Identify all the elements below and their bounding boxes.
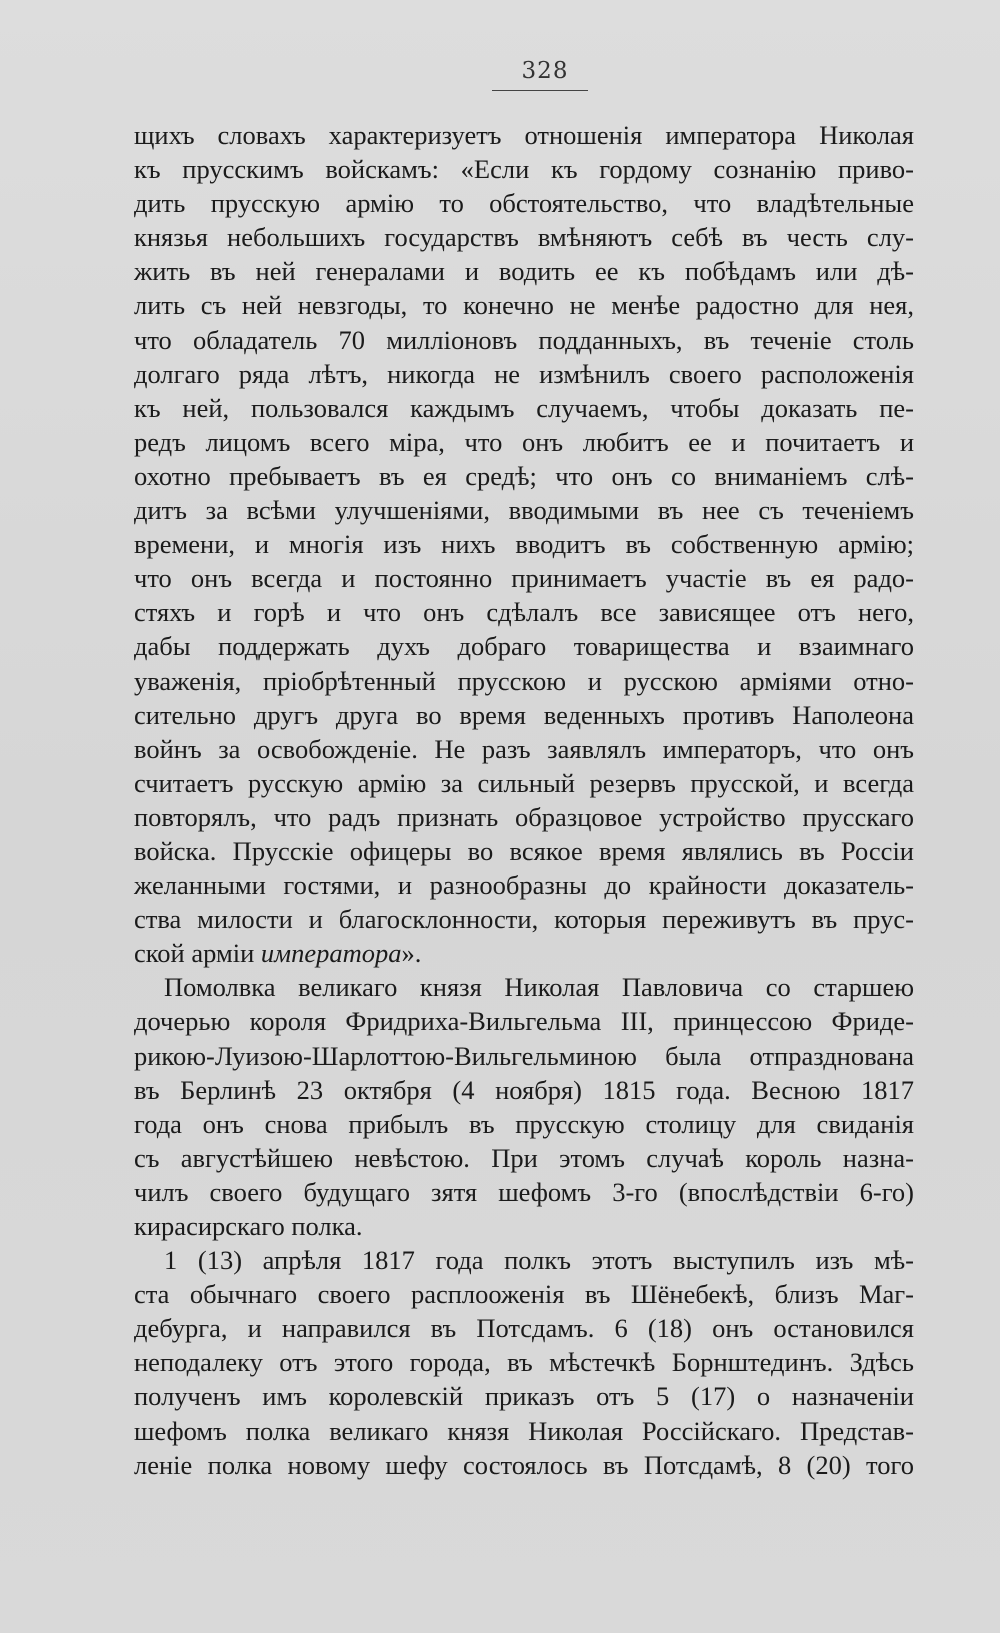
page-number-rule xyxy=(492,90,588,91)
text-plain: ской арміи xyxy=(134,938,261,969)
text-line: дабы поддержать духъ добраго товарищества и взаимнаго xyxy=(134,631,914,662)
text-line: дитъ за всѣми улучшеніями, вводимыми въ нее съ теченіемъ xyxy=(134,495,914,526)
paragraph-2 xyxy=(134,970,914,1243)
text-line: къ ней, пользовался каждымъ случаемъ, чтобы доказать пе- xyxy=(134,392,914,423)
text-line: полученъ имъ королевскій приказъ отъ 5 (17) о назначеніи xyxy=(134,1381,914,1412)
text-line: войнъ за освобожденіе. Не разъ заявлялъ императоръ, что онъ xyxy=(134,733,914,764)
text-line-last: кирасирскаго полка. xyxy=(134,1211,363,1241)
text-line: чилъ своего будущаго зятя шефомъ 3-го (впослѣдствіи 6-го) xyxy=(134,1176,914,1207)
text-line-last xyxy=(134,936,914,970)
text-italic: императора xyxy=(260,938,402,969)
text-line: леніе полка новому шефу состоялось въ Потсдамѣ, 8 (20) того xyxy=(134,1449,914,1480)
text-line: Помолвка великаго князя Николая Павловича со старшею xyxy=(164,972,914,1003)
text-line: повторялъ, что радъ признать образцовое устройство прусскаго xyxy=(134,801,914,832)
text-line: редъ лицомъ всего міра, что онъ любитъ ее и почитаетъ и xyxy=(134,426,914,457)
text-line: долгаго ряда лѣтъ, никогда не измѣнилъ своего расположенія xyxy=(134,358,914,389)
text-line: къ прусскимъ войскамъ: «Если къ гордому сознанію приво- xyxy=(134,154,914,185)
text-line: князья небольшихъ государствъ вмѣняютъ себѣ въ честь слу- xyxy=(134,222,914,253)
body-text xyxy=(134,118,914,1482)
text-line: 1 (13) апрѣля 1817 года полкъ этотъ выступилъ изъ мѣ- xyxy=(164,1245,914,1276)
text-line: щихъ словахъ характеризуетъ отношенія императора Николая xyxy=(134,120,914,150)
text-line: что обладатель 70 милліоновъ подданныхъ, въ теченіе столь xyxy=(134,324,914,355)
text-line: дить прусскую армію то обстоятельство, что владѣтельные xyxy=(134,188,914,219)
paragraph-3 xyxy=(134,1243,914,1482)
text-line: ства милости и благосклонности, которыя переживутъ въ прус- xyxy=(134,904,914,935)
text-line: стяхъ и горѣ и что онъ сдѣлалъ все зависящее отъ него, xyxy=(134,597,914,628)
text-line: уваженія, пріобрѣтенный прусскою и русскою арміями отно- xyxy=(134,665,914,696)
text-line: желанными гостями, и разнообразны до крайности доказатель- xyxy=(134,870,914,901)
text-line: года онъ снова прибылъ въ прусскую столицу для свиданія xyxy=(134,1108,914,1139)
text-line: дебурга, и направился въ Потсдамъ. 6 (18) онъ остановился xyxy=(134,1313,914,1344)
text-plain: ». xyxy=(401,938,422,969)
text-line: охотно пребываетъ въ ея средѣ; что онъ со вниманіемъ слѣ- xyxy=(134,460,914,491)
text-line: сительно другъ друга во время веденныхъ противъ Наполеона xyxy=(134,699,914,730)
text-line: жить въ ней генералами и водить ее къ побѣдамъ или дѣ- xyxy=(134,256,914,287)
page-number: 328 xyxy=(521,58,569,84)
text-line: въ Берлинѣ 23 октября (4 ноября) 1815 года. Весною 1817 xyxy=(134,1074,914,1105)
text-line: лить съ ней невзгоды, то конечно не менѣе радостно для нея, xyxy=(134,290,914,321)
text-line: войска. Прусскіе офицеры во всякое время являлись въ Россіи xyxy=(134,835,914,866)
text-line: что онъ всегда и постоянно принимаетъ участіе въ ея радо- xyxy=(134,563,914,594)
text-line: дочерью короля Фридриха-Вильгельма III, принцессою Фриде- xyxy=(134,1006,914,1037)
paragraph-1 xyxy=(134,118,914,970)
text-line: считаетъ русскую армію за сильный резервъ прусской, и всегда xyxy=(134,767,914,798)
text-line: ста обычнаго своего расплооженія въ Шёнебекѣ, близъ Маг- xyxy=(134,1279,914,1310)
text-line: шефомъ полка великаго князя Николая Россійскаго. Представ- xyxy=(134,1415,914,1446)
text-line: рикою-Луизою-Шарлоттою-Вильгельминою была отпразднована xyxy=(134,1040,914,1071)
text-line: съ августѣйшею невѣстою. При этомъ случаѣ король назна- xyxy=(134,1142,914,1173)
text-line: неподалеку отъ этого города, въ мѣстечкѣ Борнштединъ. Здѣсь xyxy=(134,1347,914,1378)
text-line: времени, и многія изъ нихъ вводитъ въ собственную армію; xyxy=(134,529,914,560)
